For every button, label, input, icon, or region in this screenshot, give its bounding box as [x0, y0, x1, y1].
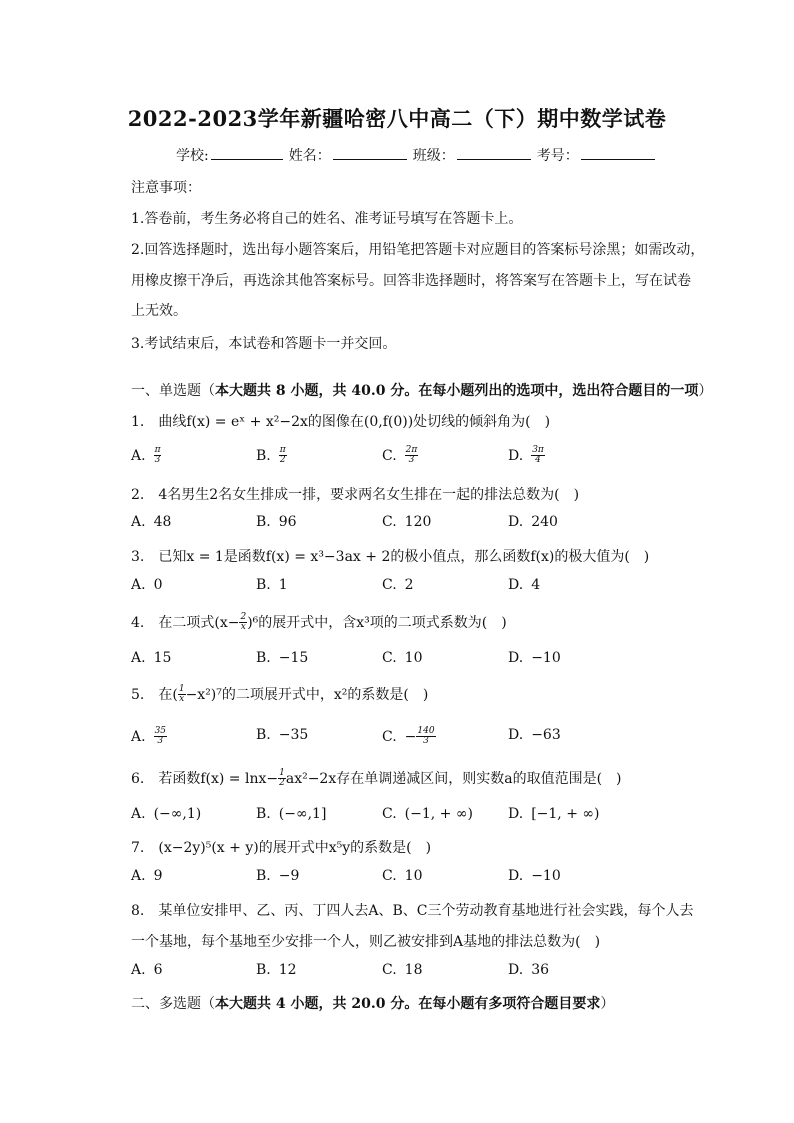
question-6-stem: [131, 768, 622, 788]
option-text: [−1, + ∞): [531, 806, 600, 822]
stem-fraction: [178, 685, 186, 704]
option-b[interactable]: [256, 727, 308, 743]
option-letter: A.: [131, 806, 146, 822]
option-c[interactable]: [382, 806, 473, 822]
notice-item: 上无效。: [131, 303, 187, 319]
option-b[interactable]: [256, 962, 297, 978]
frac-num: 1: [178, 683, 185, 694]
option-letter: A.: [131, 868, 146, 884]
question-5-options: [131, 727, 651, 747]
option-text: 4: [531, 577, 541, 593]
option-c[interactable]: [382, 514, 431, 530]
question-5-stem: [131, 684, 428, 704]
option-a[interactable]: [131, 962, 162, 978]
stem-fraction: [278, 769, 286, 788]
option-a[interactable]: [131, 868, 162, 884]
question-2-options: [131, 514, 651, 534]
option-text: 1: [278, 577, 288, 593]
frac-num: 3π: [532, 445, 544, 455]
question-7-stem: 7. (x−2y)⁵(x + y)的展开式中x⁵y的系数是( ): [131, 840, 432, 856]
section-heading-multiple-choice: [131, 993, 614, 1013]
option-letter: A.: [131, 577, 146, 593]
option-b[interactable]: [256, 806, 326, 822]
option-letter: C.: [382, 728, 397, 745]
option-fraction: [279, 446, 287, 465]
option-text: 36: [531, 962, 550, 978]
stem-text: ax²−2x存在单调递减区间，则实数a的取值范围是( ): [285, 771, 622, 787]
option-d[interactable]: [508, 727, 561, 743]
frac-den: x: [240, 621, 246, 632]
frac-den: 3: [157, 736, 164, 746]
option-letter: D.: [508, 577, 524, 593]
frac-num: 2π: [405, 445, 418, 455]
frac-num: π: [279, 445, 286, 455]
option-text: 9: [153, 868, 163, 884]
option-text: 96: [278, 514, 297, 530]
option-letter: D.: [508, 806, 524, 822]
option-letter: D.: [508, 962, 524, 978]
option-text: 6: [153, 962, 163, 978]
question-3-options: [131, 577, 651, 597]
option-b[interactable]: [256, 514, 297, 530]
frac-num: 1: [279, 767, 285, 778]
option-letter: D.: [508, 727, 524, 743]
school-blank[interactable]: [211, 145, 283, 160]
frac-den: 4: [535, 455, 541, 465]
option-c[interactable]: [382, 727, 436, 746]
option-text: −63: [531, 727, 561, 743]
stem-text: −x²)⁷的二项展开式中，x²的系数是( ): [185, 687, 429, 703]
stem-text: 5. 在(: [131, 687, 178, 703]
frac-den: 2: [279, 455, 286, 465]
option-text: 10: [404, 868, 423, 884]
option-letter: C.: [382, 806, 397, 822]
stem-text: 6. 若函数f(x) = lnx−: [131, 771, 279, 787]
option-text: (−1, + ∞): [404, 806, 473, 822]
option-text: −9: [278, 868, 300, 884]
option-letter: B.: [256, 962, 271, 978]
option-text: −10: [531, 868, 561, 884]
option-text: 18: [404, 962, 423, 978]
option-letter: C.: [382, 868, 397, 884]
option-d[interactable]: [508, 577, 540, 593]
option-a[interactable]: [131, 806, 201, 822]
option-letter: C.: [382, 577, 397, 593]
option-letter: D.: [508, 868, 524, 884]
option-a[interactable]: [131, 514, 171, 530]
option-a[interactable]: [131, 650, 171, 666]
option-fraction: [416, 727, 435, 746]
option-letter: B.: [256, 868, 271, 884]
option-fraction: [154, 727, 167, 746]
option-fraction: [405, 446, 419, 465]
option-text: 2: [404, 577, 414, 593]
question-8-stem: 8. 某单位安排甲、乙、丙、丁四人去A、B、C三个劳动教育基地进行社会实践，每个人去: [131, 903, 694, 919]
notice-item: 1.答卷前，考生务必将自己的姓名、准考证号填写在答题卡上。: [131, 211, 523, 227]
frac-num: 2: [240, 611, 247, 622]
exam-title: 2022-2023学年新疆哈密八中高二（下）期中数学试卷: [127, 106, 667, 131]
frac-den: 3: [423, 736, 429, 746]
question-3-stem: 3. 已知x = 1是函数f(x) = x³−3ax + 2的极小值点，那么函数f(x)的极大值为( ): [131, 549, 650, 565]
stem-fraction: [239, 613, 247, 632]
option-fraction: [531, 446, 545, 465]
school-label: 学校:: [176, 148, 209, 164]
option-text: 10: [404, 650, 423, 666]
option-letter: D.: [508, 650, 524, 666]
question-1-stem: 1. 曲线f(x) = eˣ + x²−2x的图像在(0,f(0))处切线的倾斜角为( ): [131, 414, 551, 430]
option-b[interactable]: [256, 868, 299, 884]
option-text: −10: [531, 650, 561, 666]
option-letter: B.: [256, 650, 271, 666]
option-text: −35: [278, 727, 309, 743]
question-6-options: [131, 806, 651, 826]
option-c[interactable]: [382, 577, 414, 593]
option-d[interactable]: [508, 868, 561, 884]
class-blank[interactable]: [457, 145, 531, 160]
option-letter: D.: [508, 447, 524, 464]
notice-item: 用橡皮擦干净后，再选涂其他答案标号。回答非选择题时，将答案写在答题卡上，写在试卷: [131, 273, 691, 289]
section-suffix: ）: [600, 996, 615, 1012]
option-a[interactable]: [131, 577, 162, 593]
question-4-stem: [131, 612, 507, 632]
option-d[interactable]: [508, 806, 600, 822]
option-d[interactable]: [508, 514, 558, 530]
option-fraction: [154, 446, 162, 465]
option-d[interactable]: [508, 650, 561, 666]
exam-number-label: 考号：: [536, 148, 579, 164]
question-7-options: [131, 868, 651, 888]
section-prefix: 一、单选题（: [131, 383, 215, 399]
option-letter: C.: [382, 514, 397, 530]
option-a[interactable]: [131, 446, 161, 465]
option-letter: B.: [256, 447, 271, 464]
frac-den: x: [179, 693, 185, 704]
section-desc: 本大题共 4 小题，共 20.0 分。在每小题有多项符合题目要求: [215, 996, 601, 1012]
frac-den: 3: [408, 455, 415, 465]
notice-item: 3.考试结束后，本试卷和答题卡一并交回。: [131, 336, 397, 352]
option-b[interactable]: [256, 650, 308, 666]
option-a[interactable]: [131, 727, 167, 746]
notice-heading: 注意事项：: [131, 180, 201, 196]
option-letter: B.: [256, 514, 271, 530]
option-d[interactable]: [508, 962, 549, 978]
option-letter: B.: [256, 577, 271, 593]
frac-num: π: [154, 445, 161, 455]
option-letter: C.: [382, 447, 397, 464]
option-text: 240: [531, 514, 558, 530]
option-letter: A.: [131, 650, 146, 666]
frac-num: 140: [417, 726, 435, 736]
section-suffix: ）: [698, 383, 713, 399]
option-b[interactable]: [256, 577, 288, 593]
section-prefix: 二、多选题（: [131, 996, 215, 1012]
frac-den: 3: [154, 455, 161, 465]
option-letter: C.: [382, 650, 397, 666]
option-letter: B.: [256, 806, 271, 822]
question-4-options: [131, 650, 651, 670]
name-blank[interactable]: [333, 145, 407, 160]
frac-den: 2: [279, 777, 285, 788]
option-text: −15: [278, 650, 309, 666]
option-text: (−∞,1]: [278, 806, 327, 822]
option-text: 48: [153, 514, 172, 530]
question-1-options: [131, 446, 651, 466]
option-letter: A.: [131, 514, 146, 530]
option-c[interactable]: [382, 446, 418, 465]
option-text: 12: [278, 962, 297, 978]
question-8-stem-continued: 一个基地，每个基地至少安排一个人，则乙被安排到A基地的排法总数为( ): [131, 934, 601, 950]
notice-item: 2.回答选择题时，选出每小题答案后，用铅笔把答题卡对应题目的答案标号涂黑；如需改动，: [131, 242, 705, 258]
section-desc: 本大题共 8 小题，共 40.0 分。在每小题列出的选项中，选出符合题目的一项: [215, 383, 699, 399]
option-text: (−∞,1): [153, 806, 202, 822]
exam-number-blank[interactable]: [581, 145, 655, 160]
section-heading-single-choice: [131, 380, 712, 400]
option-letter: D.: [508, 514, 524, 530]
question-2-stem: 2. 4名男生2名女生排成一排，要求两名女生排在一起的排法总数为( ): [131, 487, 580, 503]
option-c[interactable]: [382, 650, 423, 666]
option-text: 120: [404, 514, 432, 530]
option-letter: A.: [131, 962, 146, 978]
name-label: 姓名：: [288, 148, 331, 164]
option-letter: C.: [382, 962, 397, 978]
option-sign: −: [404, 728, 417, 745]
option-c[interactable]: [382, 962, 423, 978]
option-letter: A.: [131, 447, 146, 464]
option-d[interactable]: [508, 446, 545, 465]
option-text: 0: [153, 577, 163, 593]
option-c[interactable]: [382, 868, 423, 884]
class-label: 班级：: [412, 148, 455, 164]
option-text: 15: [153, 650, 172, 666]
stem-text: )⁶的展开式中，含x³项的二项式系数为( ): [247, 615, 507, 631]
question-8-options: [131, 962, 651, 982]
stem-text: 4. 在二项式(x−: [131, 615, 240, 631]
frac-num: 35: [154, 726, 167, 736]
option-letter: B.: [256, 727, 271, 743]
option-b[interactable]: [256, 446, 287, 465]
option-letter: A.: [131, 728, 146, 745]
student-info-row: [176, 145, 661, 165]
